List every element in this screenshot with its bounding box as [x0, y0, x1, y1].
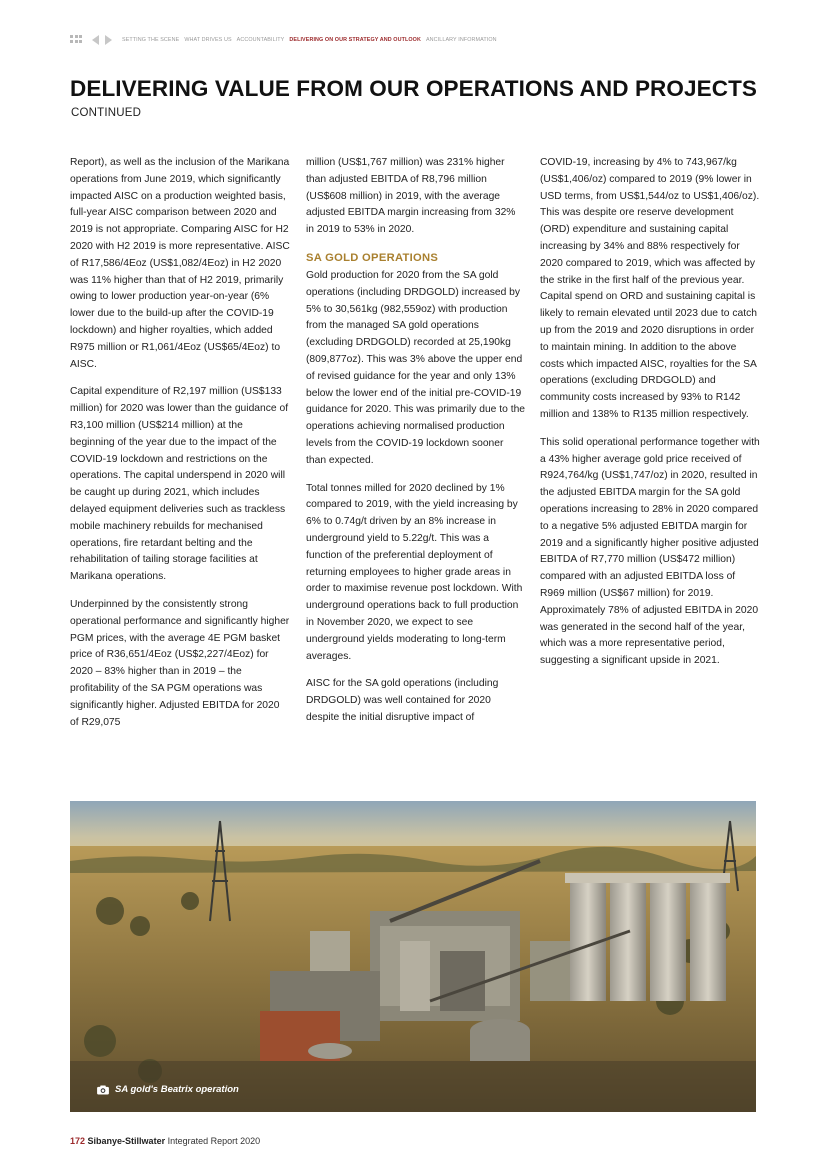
page-number: 172	[70, 1136, 86, 1146]
photo-caption	[96, 1084, 239, 1095]
nav-item-delivering-strategy[interactable]: DELIVERING ON OUR STRATEGY AND OUTLOOK	[289, 37, 421, 43]
page-footer	[70, 1136, 260, 1146]
grid-menu-icon[interactable]	[70, 35, 84, 45]
report-name: Integrated Report 2020	[167, 1136, 261, 1146]
paragraph: million (US$1,767 million) was 231% higher than adjusted EBITDA of R8,796 million (US$608 million) in 2019, with the average adjusted EBITDA margin increasing from 32% in 2019 to 53% in 2020.	[306, 157, 516, 236]
paragraph: This solid operational performance together with a 43% higher average gold price received of R924,764/kg (US$1,747/oz) in 2020, resulted in the adjusted EBITDA margin for the SA gold operations increasing to 28% in 2020 compared to a negative 5% adjusted EBITDA margin for 2019 and a significantly higher positive adjusted EBITDA of R7,770 million (US$472 million) compared with an adjusted EBITDA loss of R969 million (US$67 million) for 2019. Approximately 78% of adjusted EBITDA in 2020 was generated in the second half of the year, which was a more representative period, suggesting a significant upside in 2021.	[540, 436, 760, 667]
section-heading: SA GOLD OPERATIONS	[306, 251, 439, 264]
nav-item-what-drives-us[interactable]: WHAT DRIVES US	[184, 37, 232, 43]
paragraph: Underpinned by the consistently strong operational performance and significantly higher PGM prices, with the average 4E PGM basket price of R36,651/4Eoz (US$2,227/4Eoz) for 2020 – 83% higher than in 2019 – the profitability of the SA PGM operations was significantly higher. Adjusted EBITDA for 2020 of R29,075	[70, 598, 290, 728]
paragraph: Report), as well as the inclusion of the Marikana operations from June 2019, which significantly impacted AISC on a production weighted basis, full-year AISC comparison between 2020 and 2019 is not appropriate. Comparing AISC for H2 2020 with H2 2019 is more representative. AISC of R17,586/4Eoz (US$1,082/4Eoz) in H2 2020 was 11% higher than that of H2 2019, primarily owing to lower production year-on-year (6% lower due to the build-up after the COVID-19 lockdown) and higher royalties, which added R975 million or R1,061/4Eoz (US$65/4Eoz) to AISC.	[70, 157, 290, 370]
paragraph: Capital expenditure of R2,197 million (US$133 million) for 2020 was lower than the guidance of R3,100 million (US$214 million) at the beginning of the year due to the impact of the COVID-19 lockdown and restrictions on the operations. The capital underspend in 2020 will be caught up during 2021, which includes delayed equipment deliveries such as trackless mobile machinery rebuilds for mechanised operations, fire retardant belting and the rehabilitation of tailing storage facilities at Marikana operations.	[70, 386, 289, 583]
nav-item-setting-the-scene[interactable]: SETTING THE SCENE	[122, 37, 180, 43]
company-name: Sibanye-Stillwater	[87, 1136, 166, 1146]
top-navigation	[70, 33, 497, 47]
page-title: DELIVERING VALUE FROM OUR OPERATIONS AND PROJECTS	[70, 76, 758, 101]
paragraph: Total tonnes milled for 2020 declined by 1% compared to 2019, with the yield increasing by 6% to 0.74g/t driven by an 8% increase in underground yield to 5.22g/t. This was a function of the preferential deployment of returning employees to higher grade areas in order to maximise revenue post lockdown. With underground operations back to full production in November 2020, we expect to see underground yields moderating to long-term averages.	[306, 482, 523, 662]
text-column-2	[306, 155, 526, 738]
next-page-icon[interactable]	[105, 35, 112, 45]
text-column-1	[70, 155, 290, 742]
text-column-3	[540, 155, 760, 681]
caption-text: SA gold's Beatrix operation	[115, 1084, 239, 1095]
camera-icon	[96, 1085, 110, 1095]
page-subtitle: CONTINUED	[71, 107, 142, 119]
paragraph: Gold production for 2020 from the SA gold operations (including DRDGOLD) increased by 5% to 30,561kg (982,559oz) with production from the managed SA gold operations (excluding DRDGOLD) recorded at 25,190kg (809,877oz). This was 3% above the upper end of revised guidance for the year and only 13% below the lower end of the initial pre-COVID-19 guidance for 2020. This was primarily due to the operations achieving normalised production levels from the COVID-19 lockdown sooner than expected.	[306, 269, 526, 466]
paragraph: COVID-19, increasing by 4% to 743,967/kg (US$1,406/oz) compared to 2019 (9% lower in USD terms, from US$1,544/oz to US$1,406/oz). This was despite ore reserve development (ORD) expenditure and sustaining capital increasing by 34% and 88% respectively for 2020 compared to 2019, which was affected by the strike in the first half of the previous year. Capital spend on ORD and sustaining capital is likely to remain elevated until 2023 due to catch up from the 2019 and 2020 disruptions in order to maintain mining. In addition to the above costs which impacted AISC, royalties for the SA operations (excluding DRDGOLD) and community costs increased by 93% to R142 million and 138% to R135 million respectively.	[540, 157, 760, 420]
section-nav	[122, 37, 497, 43]
operation-photo	[70, 801, 756, 1112]
nav-item-accountability[interactable]: ACCOUNTABILITY	[236, 37, 285, 43]
nav-item-ancillary-information[interactable]: ANCILLARY INFORMATION	[425, 37, 497, 43]
paragraph: AISC for the SA gold operations (including DRDGOLD) was well contained for 2020 despite the initial disruptive impact of	[306, 678, 499, 723]
previous-page-icon[interactable]	[92, 35, 99, 45]
